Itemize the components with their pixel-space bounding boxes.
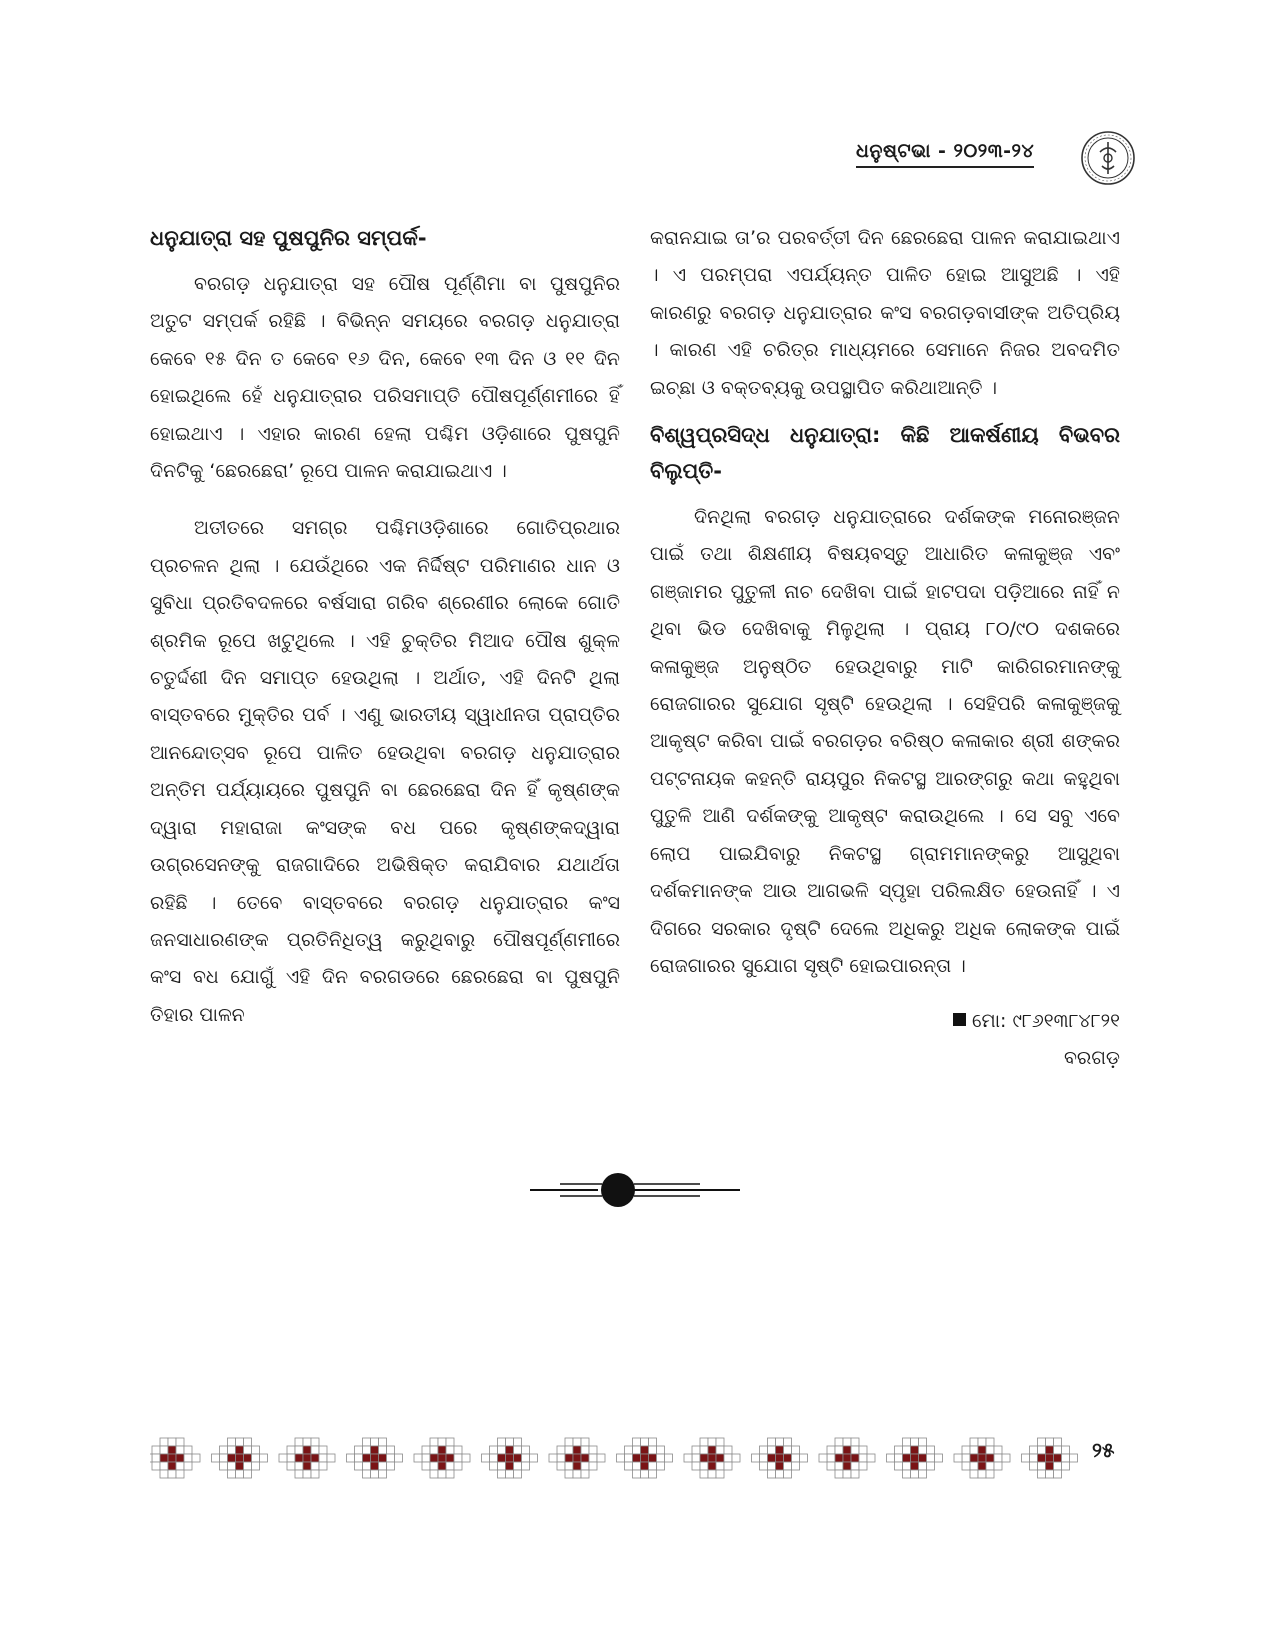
border-motif-icon xyxy=(617,1438,673,1478)
author-place: ବରଗଡ଼ xyxy=(1063,1047,1120,1070)
continuation-paragraph: କରାନଯାଇ ତା’ର ପରବର୍ତ୍ତୀ ଦିନ ଛେରଛେରା ପାଳନ କରାଯାଇଥାଏ । ଏ ପରମ୍ପରା ଏପର୍ଯ୍ୟନ୍ତ ପାଳିତ ହୋଇ ଆସୁଅଛି । ଏହି କାରଣରୁ ବରଗଡ଼ ଧନୁଯାତ୍ରାର କଂସ ବରଗଡ଼ବାସୀଙ୍କ ଅତିପ୍ରିୟ । କାରଣ ଏହି ଚରିତ୍ର ମାଧ୍ୟମରେ ସେମାନେ ନିଜର ଅବଦମିତ ଇଚ୍ଛା ଓ ବକ୍ତବ୍ୟକୁ ଉପସ୍ଥାପିତ କରିଥାଆନ୍ତି । xyxy=(650,227,1120,399)
section-heading: ବିଶ୍ୱପ୍ରସିଦ୍ଧ ଧନୁଯାତ୍ରା: କିଛି ଆକର୍ଷଣୀୟ ବିଭବର ବିଲୁପ୍ତି- xyxy=(650,423,1120,484)
left-column xyxy=(150,220,620,1034)
emblem-seal-icon xyxy=(1080,130,1136,186)
body-paragraph: ଅତୀତରେ ସମଗ୍ର ପଶ୍ଚିମଓଡ଼ିଶାରେ ଗୋତିପ୍ରଥାର ପ୍ରଚଳନ ଥିଲା । ଯେଉଁଥିରେ ଏକ ନିର୍ଦ୍ଦିଷ୍ଟ ପରିମାଣର ଧାନ ଓ ସୁବିଧା ପ୍ରତିବଦଳରେ ବର୍ଷସାରା ଗରିବ ଶ୍ରେଣୀର ଲୋକେ ଗୋତି ଶ୍ରମିକ ରୂପେ ଖଟୁଥିଲେ । ଏହି ଚୁକ୍ତିର ମିଆଦ ପୌଷ ଶୁକ୍ଳ ଚତୁର୍ଦ୍ଦଶୀ ଦିନ ସମାପ୍ତ ହେଉଥିଲା । ଅର୍ଥାତ, ଏହି ଦିନଟି ଥିଲା ବାସ୍ତବରେ ମୁକ୍ତିର ପର୍ବ । ଏଣୁ ଭାରତୀୟ ସ୍ୱାଧୀନତା ପ୍ରାପ୍ତିର ଆନନ୍ଦୋତ୍ସବ ରୂପେ ପାଳିତ ହେଉଥିବା ବରଗଡ଼ ଧନୁଯାତ୍ରାର ଅନ୍ତିମ ପର୍ଯ୍ୟାୟରେ ପୁଷପୁନି ବା ଛେରଛେରା ଦିନ ହିଁ କୃଷ୍ଣଙ୍କ ଦ୍ୱାରା ମହାରାଜା କଂସଙ୍କ ବଧ ପରେ କୃଷ୍ଣଙ୍କଦ୍ୱାରା ଉଗ୍ରସେନଙ୍କୁ ରାଜଗାଦିରେ ଅଭିଷିକ୍ତ କରାଯିବାର ଯଥାର୍ଥତା ରହିଛି । ତେବେ ବାସ୍ତବରେ ବରଗଡ଼ ଧନୁଯାତ୍ରାର କଂସ ଜନସାଧାରଣଙ୍କ ପ୍ରତିନିଧିତ୍ୱ କରୁଥିବାରୁ ପୌଷପୂର୍ଣ୍ଣମୀରେ କଂସ ବଧ ଯୋଗୁଁ ଏହି ଦିନ ବରଗଡରେ ଛେରଛେରା ବା ପୁଷପୁନି ତିହାର ପାଳନ xyxy=(150,517,620,1026)
border-motif-icon xyxy=(279,1438,335,1478)
border-motif-icon xyxy=(684,1438,740,1478)
border-motif-icon xyxy=(482,1438,538,1478)
running-header: ଧନୁଷ୍ଟଭା - ୨୦୨୩-୨୪ xyxy=(856,140,1034,168)
border-motif-icon xyxy=(819,1438,875,1478)
contact-number: ମୋ: ୯୮୬୧୩୮୪୮୨୧ xyxy=(971,1010,1120,1033)
border-motif-icon xyxy=(887,1438,943,1478)
square-bullet-icon xyxy=(953,1013,966,1026)
border-motif-icon xyxy=(347,1438,403,1478)
border-motif-icon xyxy=(954,1438,1010,1478)
border-motif-icon xyxy=(752,1438,808,1478)
border-motif-icon xyxy=(414,1438,470,1478)
border-motif-icon xyxy=(1022,1438,1078,1478)
contact-line xyxy=(650,999,1120,1043)
ornamental-divider-icon xyxy=(530,1170,740,1210)
decorative-border xyxy=(150,1428,1090,1488)
section-heading: ଧନୁଯାତ୍ରା ସହ ପୁଷପୁନିର ସମ୍ପର୍କ- xyxy=(150,226,427,250)
right-column xyxy=(650,220,1120,1073)
border-motif-icon xyxy=(150,1438,200,1478)
page-number: ୨୫ xyxy=(1092,1438,1115,1462)
body-paragraph: ଦିନଥିଲା ବରଗଡ଼ ଧନୁଯାତ୍ରାରେ ଦର୍ଶକଙ୍କ ମନୋରଞ୍ଜନ ପାଇଁ ତଥା ଶିକ୍ଷଣୀୟ ବିଷୟବସ୍ତୁ ଆଧାରିତ କଳାକୁଞ୍ଜ ଏବଂ ଗଞ୍ଜାମର ପୁତୁଳୀ ନାଚ ଦେଖିବା ପାଇଁ ହାଟପଦା ପଡ଼ିଆରେ ନାହିଁ ନ ଥିବା ଭିଡ ଦେଖିବାକୁ ମିଳୁଥିଲା । ପ୍ରାୟ ୮୦/୯୦ ଦଶକରେ କଳାକୁଞ୍ଜ ଅନୁଷ୍ଠିତ ହେଉଥିବାରୁ ମାଟି କାରିଗରମାନଙ୍କୁ ରୋଜଗାରର ସୁଯୋଗ ସୃଷ୍ଟି ହେଉଥିଲା । ସେହିପରି କଳାକୁଞ୍ଜକୁ ଆକୃଷ୍ଟ କରିବା ପାଇଁ ବରଗଡ଼ର ବରିଷ୍ଠ କଳାକାର ଶ୍ରୀ ଶଙ୍କର ପଟ୍ଟନାୟକ କହନ୍ତି ରାୟପୁର ନିକଟସ୍ଥ ଆରଙ୍ଗରୁ କଥା କହୁଥିବା ପୁତୁଳି ଆଣି ଦର୍ଶକଙ୍କୁ ଆକୃଷ୍ଟ କରାଉଥିଲେ । ସେ ସବୁ ଏବେ ଲୋପ ପାଇଯିବାରୁ ନିକଟସ୍ଥ ଗ୍ରାମମାନଙ୍କରୁ ଆସୁଥିବା ଦର୍ଶକମାନଙ୍କ ଆଉ ଆଗଭଳି ସ୍ପୃହା ପରିଲକ୍ଷିତ ହେଉନାହିଁ । ଏ ଦିଗରେ ସରକାର ଦୃଷ୍ଟି ଦେଲେ ଅଧିକରୁ ଅଧିକ ଲୋକଙ୍କ ପାଇଁ ରୋଜଗାରର ସୁଯୋଗ ସୃଷ୍ଟି ହୋଇପାରନ୍ତା । xyxy=(650,506,1120,977)
body-paragraph: ବରଗଡ଼ ଧନୁଯାତ୍ରା ସହ ପୌଷ ପୂର୍ଣ୍ଣିମା ବା ପୁଷପୁନିର ଅତୁଟ ସମ୍ପର୍କ ରହିଛି । ବିଭିନ୍ନ ସମୟରେ ବରଗଡ଼ ଧନୁଯାତ୍ରା କେବେ ୧୫ ଦିନ ତ କେବେ ୧୬ ଦିନ, କେବେ ୧୩ ଦିନ ଓ ୧୧ ଦିନ ହୋଇଥିଲେ ହେଁ ଧନୁଯାତ୍ରାର ପରିସମାପ୍ତି ପୌଷପୂର୍ଣ୍ଣମୀରେ ହିଁ ହୋଇଥାଏ । ଏହାର କାରଣ ହେଲା ପଶ୍ଚିମ ଓଡ଼ିଶାରେ ପୁଷପୁନି ଦିନଟିକୁ ‘ଛେରଛେରା’ ରୂପେ ପାଳନ କରାଯାଇଥାଏ । xyxy=(150,273,620,483)
author-signature xyxy=(650,999,1120,1073)
border-motif-icon xyxy=(549,1438,605,1478)
border-motif-icon xyxy=(212,1438,268,1478)
